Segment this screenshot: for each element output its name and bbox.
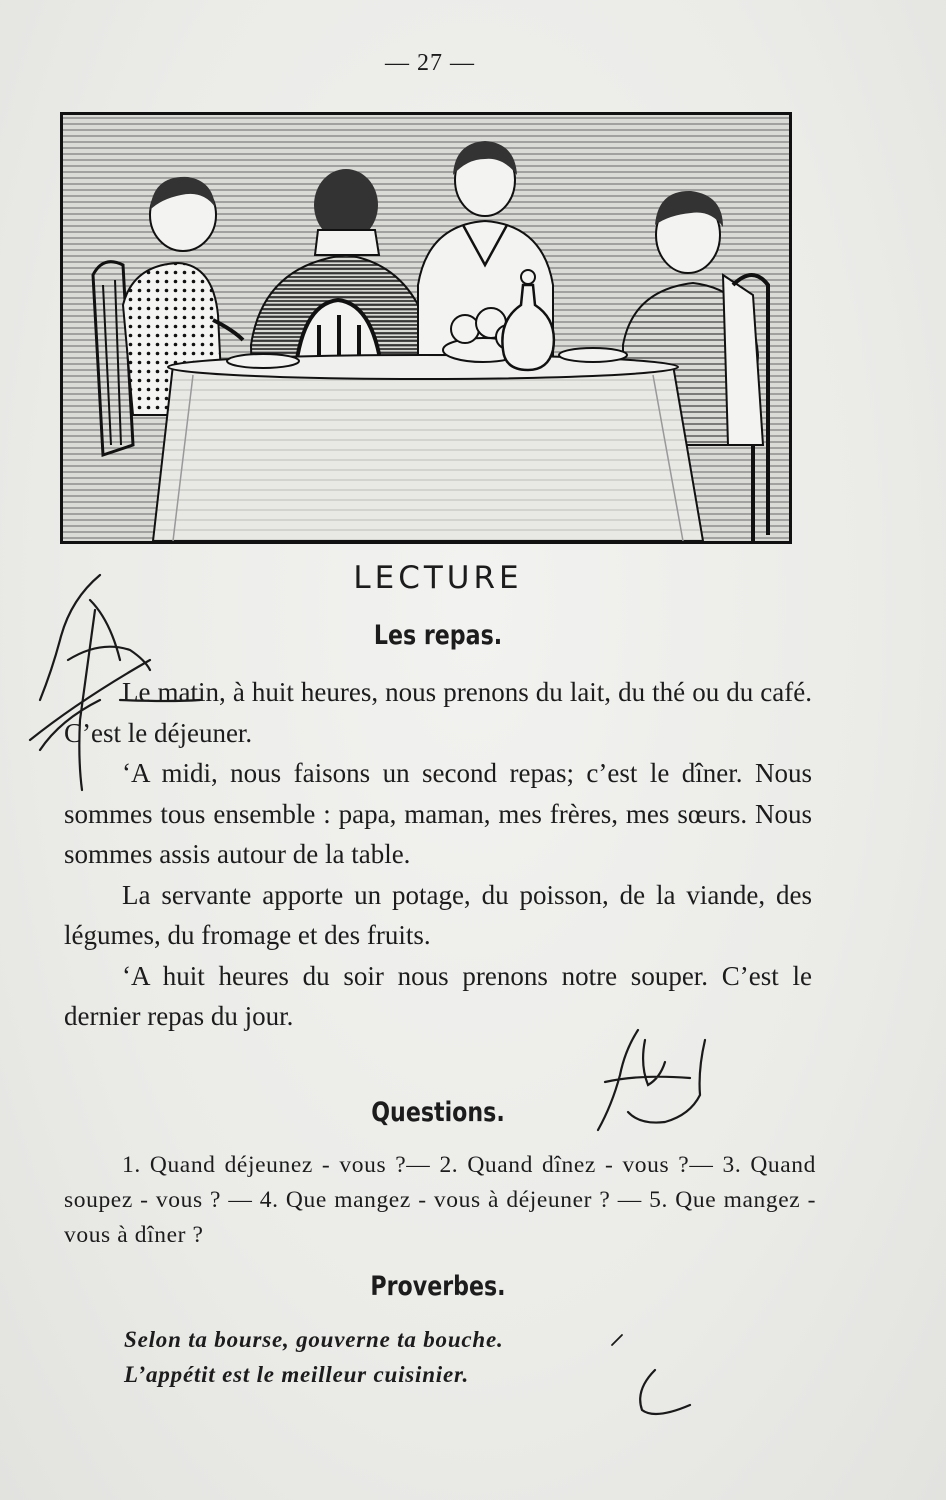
page-number: — 27 — [385,50,475,76]
reading-paragraph-2: ‘A midi, nous faisons un second repas; c’est le dîner. Nous sommes tous ensemble : papa, maman, mes frères, mes sœurs. Nous sommes assis autour de la table. [64,758,812,869]
reading-paragraph-3: La servante apporte un potage, du poisson, de la viande, des légumes, du fromage et des fruits. [64,879,812,950]
questions-title: Questions. [371,1097,505,1128]
proverb-line-2: L’appétit est le meilleur cuisinier. [124,1362,470,1387]
reading-title: Les repas. [373,620,503,651]
proverb-line-1: Selon ta bourse, gouverne ta bouche. [124,1327,504,1352]
lecture-heading: LECTURE [353,560,523,596]
proverbs-title: Proverbes. [370,1271,506,1302]
reading-paragraph-1: Le matin, à huit heures, nous prenons du lait, du thé ou du café. C’est le déjeuner. [64,677,812,748]
questions-paragraph: 1. Quand déjeunez - vous ?— 2. Quand dînez - vous ?— 3. Quand soupez - vous ? — 4. Que mangez - vous à déjeuner ? — 5. Que mangez - vous à dîner ? [64,1152,816,1248]
reading-paragraph-4: ‘A huit heures du soir nous prenons notre souper. C’est le dernier repas du jour. [64,960,812,1031]
